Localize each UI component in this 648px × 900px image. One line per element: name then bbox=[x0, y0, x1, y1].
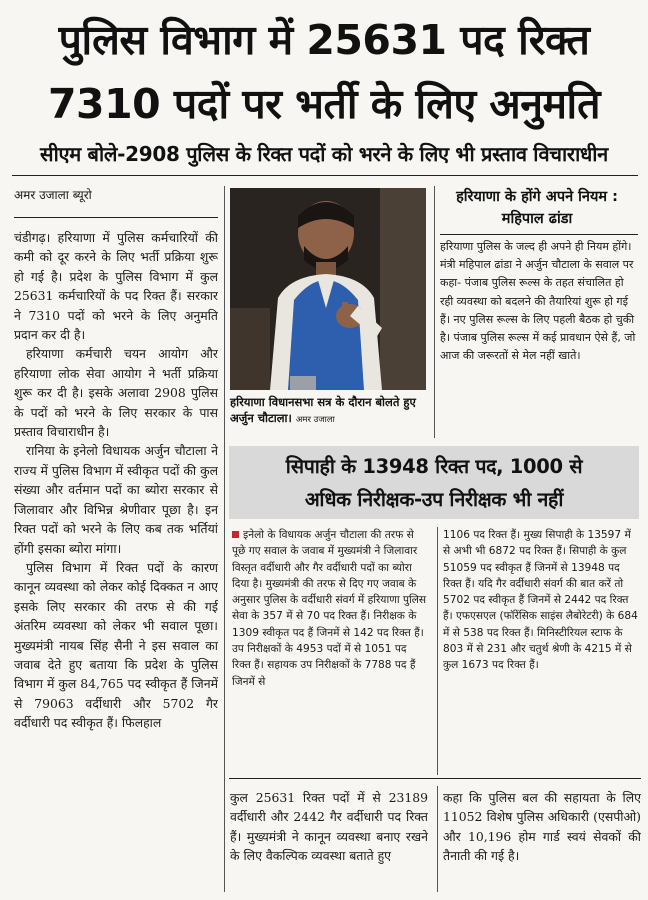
main-story-paragraph: चंडीगढ़। हरियाणा में पुलिस कर्मचारियों की कमी को दूर करने के लिए भर्ती प्रक्रिया शुरू हो गई है। प्रदेश के पुलिस विभाग में कुल 25631 कर्मचारियों के पद रिक्त हैं। सरकार ने 7310 पदों को भरने के लिए अनुमति प्रदान कर दी है। bbox=[14, 230, 218, 343]
photo-arjun-chautala bbox=[230, 188, 426, 390]
column-divider bbox=[437, 527, 438, 775]
main-story-paragraph: रानिया के इनेलो विधायक अर्जुन चौटाला ने राज्य में पुलिस विभाग में स्वीकृत पदों की कुल संख्या और वर्तमान पदों का ब्योरा सरकार से जिलावार और विभिन्न श्रेणीवार पूछा है। इन रिक्त पदों को भरने के लिए कब तक भर्तियां होंगी इसका ब्योरा मांगा। bbox=[14, 443, 218, 556]
divider-sidebar bbox=[440, 234, 638, 235]
box-column-1-text: इनेलो के विधायक अर्जुन चौटाला की तरफ से पूछे गए सवाल के जवाब में मुख्यमंत्री ने जिलावार विस्तृत वर्दीधारी और गैर वर्दीधारी पदों का ब्योरा दिया है। मुख्यमंत्री की तरफ से दिए गए जवाब के अनुसार पुलिस के वर्दीधारी संवर्ग में हरियाणा पुलिस सेवा के 357 में से 70 पद रिक्त हैं। निरीक्षक के 1309 स्वीकृत पद हैं जिनमें से 142 पद रिक्त हैं। उप निरीक्षकों के 4953 पदों में से 1051 पद रिक्त हैं। सहायक उप निरीक्षकों के 7788 पद हैं जिनमें से bbox=[232, 529, 427, 688]
subheadline: सीएम बोले-2908 पुलिस के रिक्त पदों को भरने के लिए भी प्रस्ताव विचाराधीन bbox=[40, 142, 608, 166]
box-headline bbox=[229, 446, 639, 519]
divider-bottom bbox=[229, 778, 641, 779]
divider-byline bbox=[14, 217, 218, 218]
box-column-2: 1106 पद रिक्त हैं। मुख्य सिपाही के 13597 में से अभी भी 6872 पद रिक्त हैं। सिपाही के कुल 51059 पद स्वीकृत हैं जिनमें से 13948 पद रिक्त हैं। यदि गैर वर्दीधारी संवर्ग की बात करें तो 5702 पद स्वीकृत हैं जिनमें से 2442 पद रिक्त हैं। एफएसएल (फॉरेंसिक साइंस लैबोरेटरी) के 684 में से 538 पद रिक्त हैं। मिनिस्टीरियल स्टाफ के 803 में से 231 और चतुर्थ श्रेणी के 4215 में से कुल 1673 पद रिक्त हैं। bbox=[443, 529, 638, 672]
headline-line-2: 7310 पदों पर भर्ती के लिए अनुमति bbox=[48, 80, 600, 128]
column-divider bbox=[224, 186, 225, 892]
main-story-continued-1: कुल 25631 रिक्त पदों में से 23189 वर्दीधारी और 2442 गैर वर्दीधारी पद रिक्त हैं। मुख्यमंत्री ने कानून व्यवस्था बनाए रखने के लिए वैकल्पिक व्यवस्था बताते हुए bbox=[230, 790, 428, 864]
caption-text: हरियाणा विधानसभा सत्र के दौरान बोलते हुए अर्जुन चौटाला। bbox=[230, 395, 416, 425]
headline-line-1: पुलिस विभाग में 25631 पद रिक्त bbox=[58, 16, 590, 64]
sidebar-headline: हरियाणा के होंगे अपने नियम : महिपाल ढांडा bbox=[456, 189, 618, 227]
divider-top bbox=[12, 175, 638, 176]
main-story-paragraph: हरियाणा कर्मचारी चयन आयोग और हरियाणा लोक सेवा आयोग ने भर्ती प्रक्रिया शुरू कर दी है। इसके अलावा 2908 पुलिस के पदों को भरने के लिए सरकार के पास प्रस्ताव विचाराधीन है। bbox=[14, 346, 218, 440]
main-story-column bbox=[14, 228, 218, 893]
box-headline-line-1: सिपाही के 13948 रिक्त पद, 1000 से bbox=[285, 455, 583, 478]
main-story-continued-2: कहा कि पुलिस बल की सहायता के लिए 11052 विशेष पुलिस अधिकारी (एसपीओ) और 10,196 होम गार्ड स्वयं सेवकों की तैनाती की गई है। bbox=[443, 790, 641, 864]
red-square-bullet-icon bbox=[232, 531, 239, 538]
byline: अमर उजाला ब्यूरो bbox=[14, 188, 92, 202]
photo-credit: अमर उजाला bbox=[295, 415, 335, 425]
column-divider bbox=[437, 786, 438, 892]
box-headline-line-2: अधिक निरीक्षक-उप निरीक्षक भी नहीं bbox=[304, 488, 564, 511]
column-divider bbox=[434, 186, 435, 438]
photo-caption bbox=[230, 394, 430, 428]
sidebar-body: हरियाणा पुलिस के जल्द ही अपने ही नियम होंगे। मंत्री महिपाल ढांडा ने अर्जुन चौटाला के सवाल पर कहा- पंजाब पुलिस रूल्स के तहत संचालित हो रही व्यवस्था को बदलने की तैयारियां शुरू हो गई हैं। नए पुलिस रूल्स के लिए पहली बैठक हो चुकी है। पंजाब पुलिस रूल्स में कई प्रावधान ऐसे हैं, जो आज की जरूरतों से मेल नहीं खाते। bbox=[440, 240, 636, 363]
box-column-1 bbox=[232, 527, 428, 759]
speaker-illustration bbox=[230, 188, 426, 390]
main-story-paragraph: पुलिस विभाग में रिक्त पदों के कारण कानून व्यवस्था को लेकर कोई दिक्कत न आए इसके लिए सरकार की तरफ से की गई अंतरिम व्यवस्था को लेकर भी सवाल पूछा। मुख्यमंत्री नायब सिंह सैनी ने इस सवाल का जवाब देते हुए बताया कि प्रदेश के पुलिस विभाग में कुल 84,765 पद स्वीकृत हैं जिनमें से 79063 वर्दीधारी और 5702 गैर वर्दीधारी पद स्वीकृत हैं। फिलहाल bbox=[14, 559, 218, 731]
